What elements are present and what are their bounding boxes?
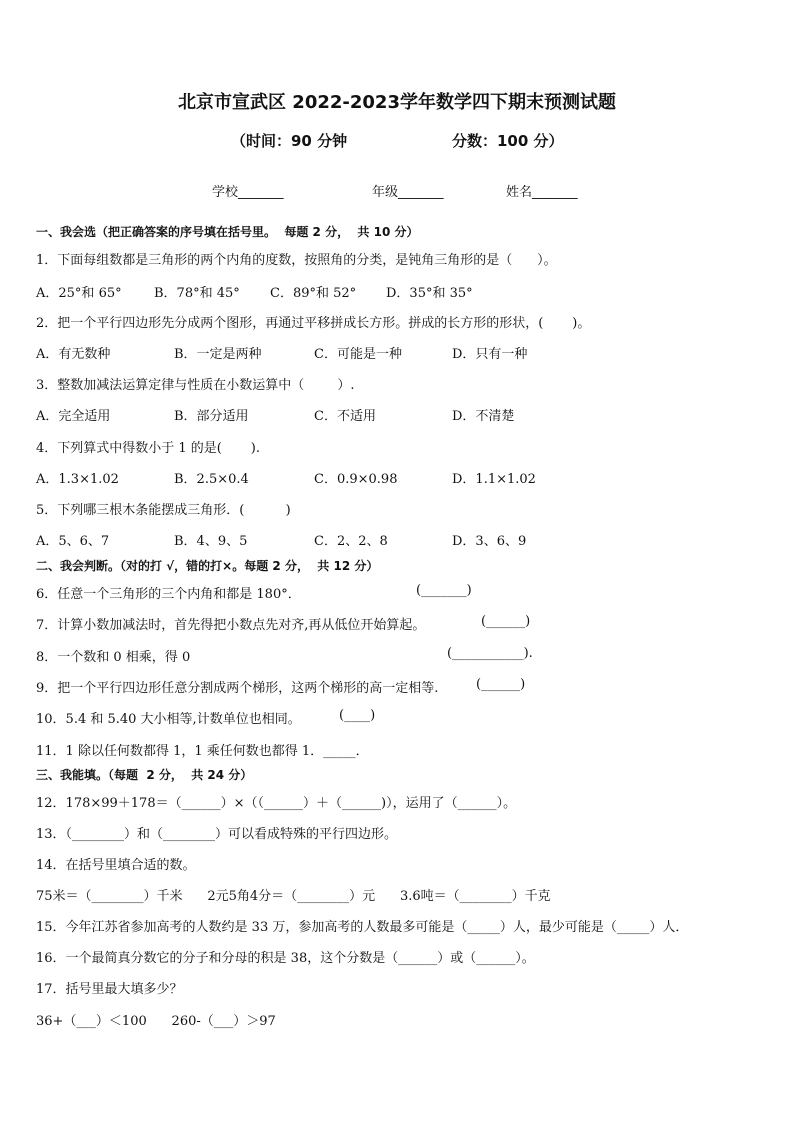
- option-c: C．0.9×0.98: [314, 472, 398, 487]
- name-field: 姓名_______: [506, 185, 578, 200]
- section-heading-judge: 二、我会判断。（对的打 √，错的打×。每题 2 分， 共 12 分）: [36, 559, 379, 573]
- question-3: 3．整数加减法运算定律与性质在小数运算中（ ）.: [36, 378, 355, 393]
- question-13: 13．（________）和（________）可以看成特殊的平行四边形。: [36, 827, 398, 842]
- question-4: 4．下列算式中得数小于 1 的是( ).: [36, 441, 261, 456]
- question-12: 12．178×99＋178＝（______）×（（______）＋（______)），运用了（______）。: [36, 796, 517, 811]
- option-d: D．只有一种: [452, 347, 528, 362]
- section-heading-choice: 一、我会选（把正确答案的序号填在括号里。 每题 2 分， 共 10 分）: [36, 225, 419, 239]
- option-b: B．2.5×0.4: [174, 472, 249, 487]
- exam-score: 分数：100 分）: [452, 132, 564, 150]
- question-14-blanks: 75米＝（________）千米 2元5角4分＝（________）元 3.6吨＝（________）千克: [36, 889, 551, 904]
- option-c: C．89°和 52°: [270, 286, 357, 301]
- question-6: 6．任意一个三角形的三个内角和都是 180°．: [36, 587, 301, 602]
- answer-blank-7: (______): [481, 614, 531, 629]
- option-d: D．35°和 35°: [386, 286, 473, 301]
- question-1: 1．下面每组数都是三角形的两个内角的度数，按照角的分类，是钝角三角形的是（ ）。: [36, 253, 557, 268]
- option-a: A．有无数种: [36, 347, 111, 362]
- question-2-options: [36, 343, 756, 363]
- page-title: 北京市宣武区 2022-2023学年数学四下期末预测试题: [178, 92, 616, 113]
- option-b: B．4、9、5: [174, 534, 248, 549]
- question-7: 7．计算小数加减法时，首先得把小数点先对齐,再从低位开始算起。: [36, 618, 426, 633]
- option-a: A．25°和 65°: [36, 286, 122, 301]
- option-b: B．部分适用: [174, 409, 249, 424]
- question-15: 15．今年江苏省参加高考的人数约是 33 万，参加高考的人数最多可能是（_____）人，最少可能是（_____）人．: [36, 920, 689, 935]
- option-a: A．完全适用: [36, 409, 111, 424]
- question-17-blanks: 36+（___）＜100 260-（___）＞97: [36, 1014, 276, 1029]
- grade-field: 年级_______: [372, 185, 444, 200]
- question-1-options: [36, 282, 756, 302]
- option-b: B．78°和 45°: [154, 286, 240, 301]
- question-14: 14．在括号里填合适的数。: [36, 858, 196, 873]
- question-9: 9．把一个平行四边形任意分割成两个梯形，这两个梯形的高一定相等.: [36, 681, 439, 696]
- answer-blank-10: (____): [339, 708, 376, 723]
- question-8: 8．一个数和 0 相乘，得 0: [36, 650, 191, 665]
- question-3-options: [36, 405, 756, 425]
- option-c: C．2、2、8: [314, 534, 388, 549]
- question-10: 10．5.4 和 5.40 大小相等,计数单位也相同。: [36, 712, 301, 727]
- exam-time: （时间：90 分钟: [231, 132, 348, 150]
- question-16: 16．一个最简真分数它的分子和分母的积是 38，这个分数是（______）或（______）。: [36, 951, 535, 966]
- question-5-options: [36, 530, 756, 550]
- option-b: B．一定是两种: [174, 347, 262, 362]
- option-c: C．可能是一种: [314, 347, 402, 362]
- section-heading-fill: 三、我能填。（每题 2 分， 共 24 分）: [36, 768, 253, 782]
- question-4-options: [36, 468, 756, 488]
- question-17: 17．括号里最大填多少？: [36, 982, 183, 997]
- option-d: D．1.1×1.02: [452, 472, 536, 487]
- option-a: A．5、6、7: [36, 534, 110, 549]
- option-d: D．3、6、9: [452, 534, 527, 549]
- option-c: C．不适用: [314, 409, 376, 424]
- school-field: 学校_______: [212, 185, 284, 200]
- answer-blank-9: (______): [476, 677, 526, 692]
- question-2: 2．把一个平行四边形先分成两个图形，再通过平移拼成长方形。拼成的长方形的形状，( )。: [36, 316, 591, 331]
- option-a: A．1.3×1.02: [36, 472, 119, 487]
- option-d: D．不清楚: [452, 409, 515, 424]
- answer-blank-8: (___________).: [447, 646, 533, 661]
- question-11: 11．1 除以任何数都得 1，1 乘任何数也都得 1．_____．: [36, 744, 369, 759]
- question-5: 5．下列哪三根木条能摆成三角形．( ): [36, 503, 291, 518]
- answer-blank-6: (_______): [416, 583, 472, 598]
